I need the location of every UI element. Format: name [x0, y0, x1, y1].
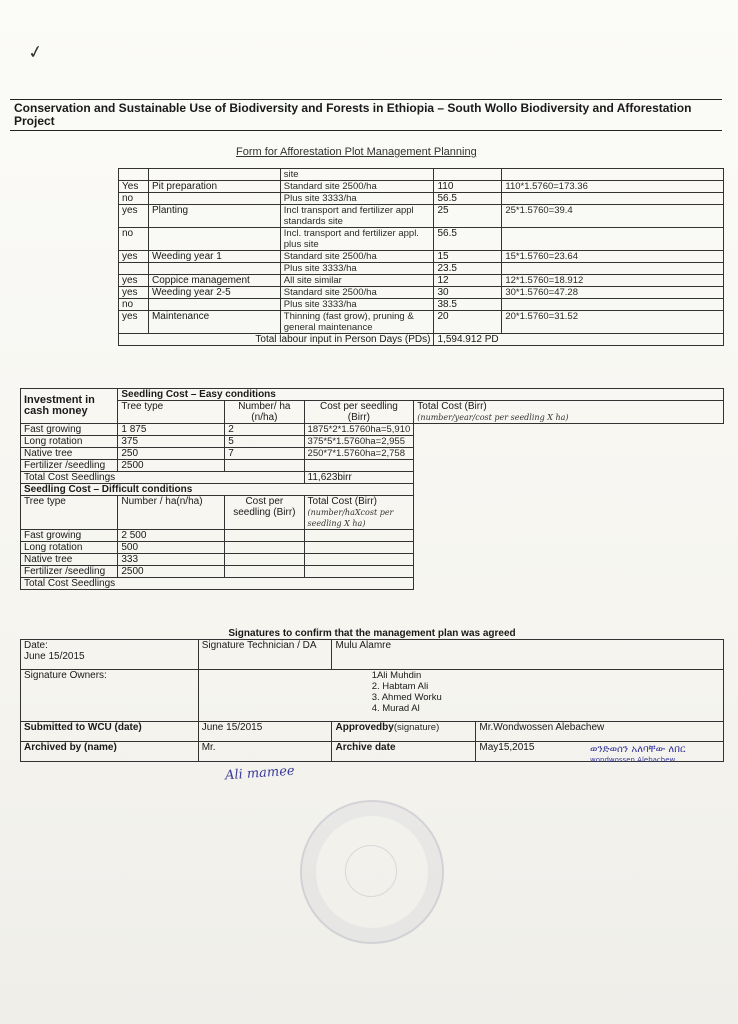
labour-flag: [119, 263, 149, 275]
difficult-col-total-note: (number/haXcost per seedling X ha): [307, 508, 394, 528]
easy-tree: Fertilizer /seedling: [21, 460, 118, 472]
labour-row: [119, 228, 724, 251]
labour-activity: [148, 193, 280, 205]
labour-pd: 23.5: [434, 263, 502, 275]
owner-name: 3. Ahmed Worku: [371, 692, 442, 703]
easy-col-total-note: (number/year/cost per seedling X ha): [417, 413, 569, 422]
labour-flag: [119, 169, 149, 181]
easy-total: [304, 460, 414, 472]
easy-col-tree: Tree type: [118, 401, 225, 424]
labour-activity: Maintenance: [148, 311, 280, 334]
labour-row: [119, 181, 724, 193]
labour-pd: 56.5: [434, 193, 502, 205]
archive-date-value: May15,2015: [476, 742, 724, 762]
labour-activity: Planting: [148, 205, 280, 228]
labour-calc: 20*1.5760=31.52: [502, 311, 724, 334]
easy-row: [21, 436, 724, 448]
labour-pd: 110: [434, 181, 502, 193]
difficult-row: [21, 566, 724, 578]
labour-spec: Standard site 2500/ha: [280, 251, 434, 263]
difficult-n: 2 500: [118, 530, 225, 542]
easy-col-total-title: Total Cost (Birr): [417, 401, 487, 412]
date-value: June 15/2015: [24, 651, 85, 662]
labour-pd: 30: [434, 287, 502, 299]
difficult-col-tree: Tree type: [21, 496, 118, 530]
approved-label: Approvedby: [335, 722, 394, 733]
project-header: Conservation and Sustainable Use of Biodiversity and Forests in Ethiopia – South Wollo Biodiversity and Afforestation Project: [10, 99, 722, 131]
difficult-tree: Native tree: [21, 554, 118, 566]
labour-spec: Standard site 2500/ha: [280, 287, 434, 299]
labour-flag: yes: [119, 275, 149, 287]
form-title: Form for Afforestation Plot Management Planning: [236, 146, 477, 158]
difficult-cost: [225, 554, 304, 566]
labour-spec: Plus site 3333/ha: [280, 193, 434, 205]
easy-tree: Fast growing: [21, 424, 118, 436]
easy-total: 375*5*1.5760ha=2,955: [304, 436, 414, 448]
date-label: Date:: [24, 640, 48, 651]
easy-n: 2500: [118, 460, 225, 472]
labour-spec: Plus site 3333/ha: [280, 299, 434, 311]
labour-row: [119, 311, 724, 334]
labour-activity: Coppice management: [148, 275, 280, 287]
easy-col-total: [414, 401, 724, 424]
labour-flag: yes: [119, 205, 149, 228]
owners-list: [198, 670, 723, 722]
easy-row: [21, 424, 724, 436]
easy-n: 1 875: [118, 424, 225, 436]
easy-tree: Long rotation: [21, 436, 118, 448]
labour-row: [119, 193, 724, 205]
investment-table: [20, 388, 724, 590]
approved-cell: [332, 722, 476, 742]
labour-calc: 25*1.5760=39.4: [502, 205, 724, 228]
difficult-total-label: Total Cost Seedlings: [21, 578, 414, 590]
labour-row: [119, 299, 724, 311]
labour-pd: 12: [434, 275, 502, 287]
labour-spec: Thinning (fast grow), pruning & general maintenance: [280, 311, 434, 334]
difficult-row: [21, 542, 724, 554]
signatures-title: Signatures to confirm that the management plan was agreed: [21, 628, 724, 640]
submitted-value: June 15/2015: [198, 722, 332, 742]
owner-name: 2. Habtam Ali: [371, 681, 429, 692]
labour-calc: 15*1.5760=23.64: [502, 251, 724, 263]
labour-calc: 12*1.5760=18.912: [502, 275, 724, 287]
labour-flag: yes: [119, 251, 149, 263]
difficult-title: Seedling Cost – Difficult conditions: [21, 484, 414, 496]
labour-pd: 25: [434, 205, 502, 228]
labour-flag: no: [119, 299, 149, 311]
difficult-row: [21, 530, 724, 542]
handwritten-signature: Ali mamee: [224, 763, 296, 784]
labour-flag: Yes: [119, 181, 149, 193]
archived-name: Mr.: [198, 742, 332, 762]
labour-flag: yes: [119, 311, 149, 334]
archived-label: Archived by (name): [21, 742, 199, 762]
difficult-cost: [225, 542, 304, 554]
difficult-n: 2500: [118, 566, 225, 578]
labour-spec: All site similar: [280, 275, 434, 287]
owners-label: Signature Owners:: [21, 670, 199, 722]
check-mark-icon: ✓: [26, 40, 45, 64]
labour-total-value: 1,594.912 PD: [434, 334, 724, 346]
easy-col-number: Number/ ha (n/ha): [225, 401, 304, 424]
wondwossen-signature: wondwossen Alebachew: [590, 756, 676, 764]
easy-row: [21, 460, 724, 472]
stamp-center-icon: [345, 845, 397, 897]
easy-col-cost: Cost per seedling (Birr): [304, 401, 414, 424]
difficult-col-cost: Cost per seedling (Birr): [225, 496, 304, 530]
difficult-n: 333: [118, 554, 225, 566]
easy-title: Seedling Cost – Easy conditions: [118, 389, 724, 401]
easy-tree: Native tree: [21, 448, 118, 460]
labour-pd: 56.5: [434, 228, 502, 251]
signatures-table: [20, 628, 724, 762]
labour-spec: Incl. transport and fertilizer appl. plus site: [280, 228, 434, 251]
labour-calc: [502, 299, 724, 311]
labour-activity: [148, 228, 280, 251]
labour-activity: Weeding year 1: [148, 251, 280, 263]
labour-spec: Incl transport and fertilizer appl standards site: [280, 205, 434, 228]
difficult-col-total-title: Total Cost (Birr): [307, 496, 377, 507]
investment-label: Investment in cash money: [21, 389, 118, 424]
easy-n: 250: [118, 448, 225, 460]
labour-calc: [502, 263, 724, 275]
approved-sub: (signature): [393, 722, 440, 733]
difficult-cost: [225, 530, 304, 542]
difficult-col-number: Number / ha(n/ha): [118, 496, 225, 530]
submitted-label: Submitted to WCU (date): [21, 722, 199, 742]
labour-flag: no: [119, 193, 149, 205]
labour-pd: [434, 169, 502, 181]
easy-row: [21, 448, 724, 460]
labour-row: [119, 263, 724, 275]
labour-row: [119, 275, 724, 287]
easy-total-value: 11,623birr: [304, 472, 414, 484]
labour-activity: [148, 169, 280, 181]
easy-total: 1875*2*1.5760ha=5,910: [304, 424, 414, 436]
owner-name: 4. Murad Al: [371, 703, 420, 714]
labour-pd: 20: [434, 311, 502, 334]
labour-spec: Standard site 2500/ha: [280, 181, 434, 193]
labour-calc: [502, 228, 724, 251]
easy-n: 375: [118, 436, 225, 448]
easy-cost: 7: [225, 448, 304, 460]
labour-flag: no: [119, 228, 149, 251]
difficult-col-total: [304, 496, 414, 530]
date-cell: [21, 640, 199, 670]
labour-row: [119, 169, 724, 181]
difficult-total: [304, 530, 414, 542]
labour-row: [119, 287, 724, 299]
technician-name: Mulu Alamre: [332, 640, 724, 670]
labour-calc: [502, 169, 724, 181]
archive-date-label: Archive date: [332, 742, 476, 762]
labour-pd: 15: [434, 251, 502, 263]
labour-spec: Plus site 3333/ha: [280, 263, 434, 275]
easy-cost: 5: [225, 436, 304, 448]
difficult-tree: Fertilizer /seedling: [21, 566, 118, 578]
difficult-total: [304, 554, 414, 566]
labour-row: [119, 205, 724, 228]
labour-activity: Weeding year 2-5: [148, 287, 280, 299]
difficult-cost: [225, 566, 304, 578]
labour-calc: [502, 193, 724, 205]
labour-activity: [148, 263, 280, 275]
labour-calc: 110*1.5760=173.36: [502, 181, 724, 193]
labour-row: [119, 251, 724, 263]
difficult-total: [304, 566, 414, 578]
technician-label: Signature Technician / DA: [198, 640, 332, 670]
amharic-signature: ወንድወሰን አለባቸው ለበር: [590, 744, 686, 755]
labour-pd: 38.5: [434, 299, 502, 311]
easy-cost: [225, 460, 304, 472]
difficult-n: 500: [118, 542, 225, 554]
labour-flag: yes: [119, 287, 149, 299]
difficult-tree: Fast growing: [21, 530, 118, 542]
difficult-tree: Long rotation: [21, 542, 118, 554]
difficult-row: [21, 554, 724, 566]
labour-calc: 30*1.5760=47.28: [502, 287, 724, 299]
approved-name: Mr.Wondwossen Alebachew: [476, 722, 724, 742]
labour-table: [118, 168, 724, 346]
easy-total: 250*7*1.5760ha=2,758: [304, 448, 414, 460]
easy-cost: 2: [225, 424, 304, 436]
owner-name: 1Ali Muhdin: [371, 670, 422, 681]
labour-total-label: Total labour input in Person Days (PDs): [119, 334, 434, 346]
labour-activity: Pit preparation: [148, 181, 280, 193]
difficult-total: [304, 542, 414, 554]
labour-spec: site: [280, 169, 434, 181]
labour-total-row: [119, 334, 724, 346]
easy-total-label: Total Cost Seedlings: [21, 472, 305, 484]
labour-activity: [148, 299, 280, 311]
